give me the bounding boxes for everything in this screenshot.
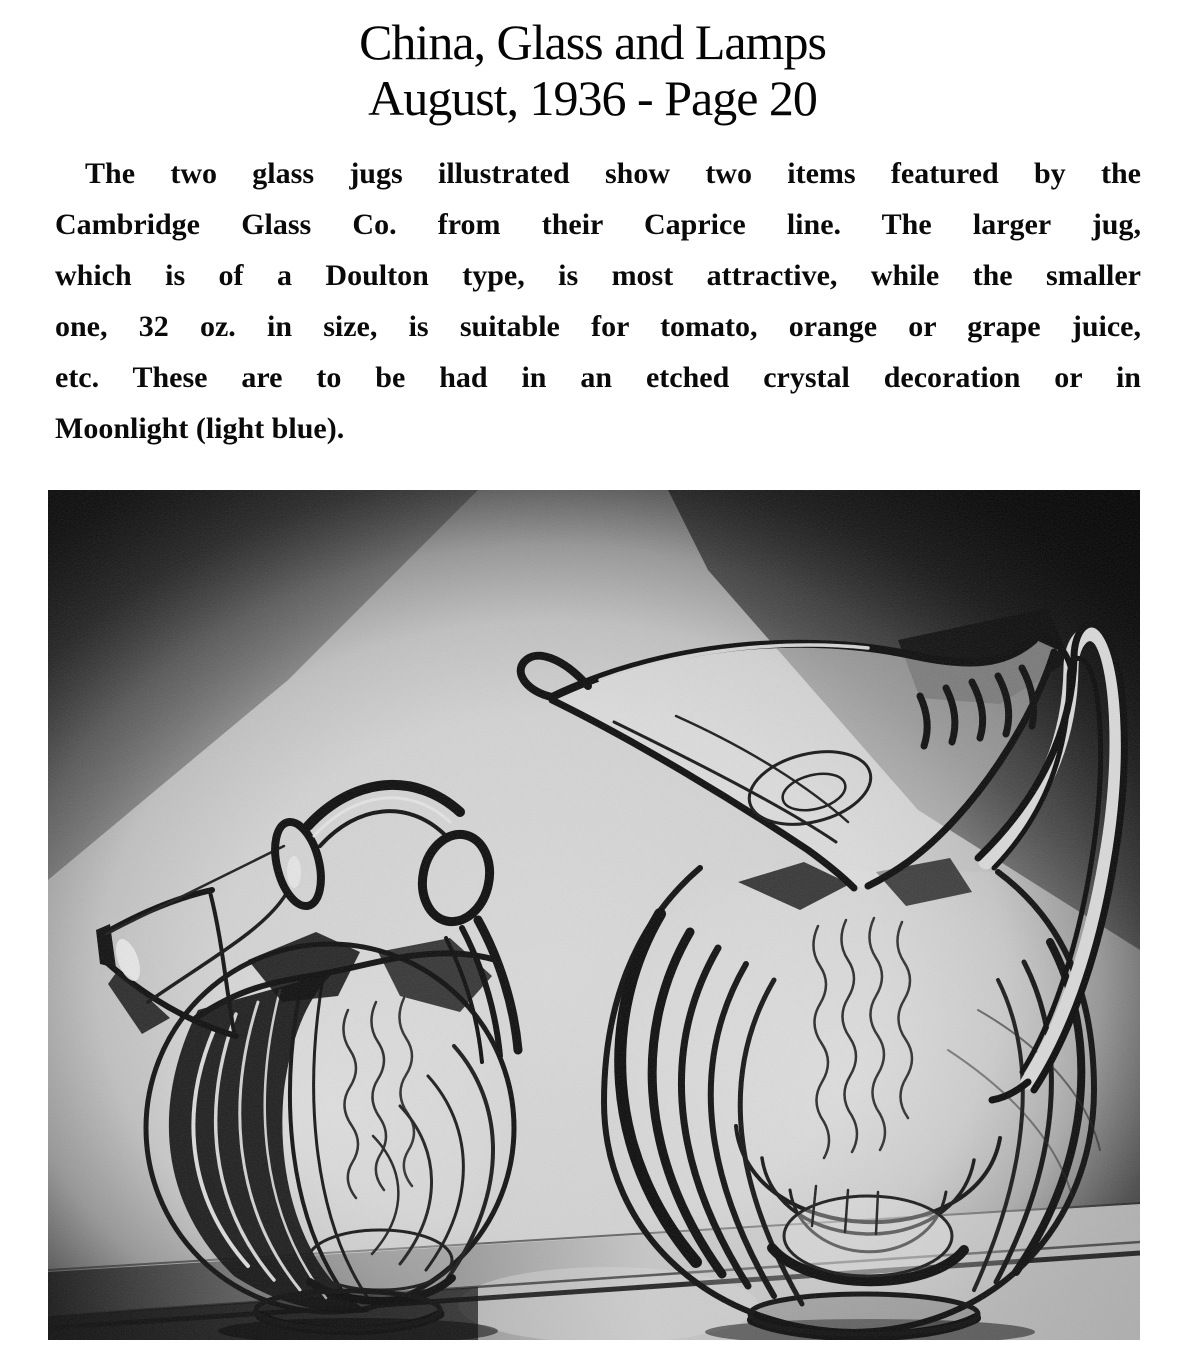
article-line: one, 32 oz. in size, is suitable for tomato, orange or grape juice, bbox=[55, 310, 1141, 343]
masthead bbox=[0, 14, 1185, 126]
publication-title: China, Glass and Lamps bbox=[359, 14, 826, 70]
film-grain-overlay bbox=[48, 490, 1140, 1340]
article-paragraph bbox=[55, 148, 1141, 454]
article-line: Cambridge Glass Co. from their Caprice line. The larger jug, bbox=[55, 208, 1141, 241]
article-line: Moonlight (light blue). bbox=[55, 412, 345, 445]
article-line: The two glass jugs illustrated show two items featured by the bbox=[85, 157, 1141, 190]
article-line: etc. These are to be had in an etched crystal decoration or in bbox=[55, 361, 1141, 394]
photo-two-glass-jugs bbox=[48, 490, 1140, 1340]
article-line: which is of a Doulton type, is most attractive, while the smaller bbox=[55, 259, 1141, 292]
issue-page-line: August, 1936 - Page 20 bbox=[368, 70, 817, 126]
jugs-photo-illustration bbox=[48, 490, 1140, 1340]
